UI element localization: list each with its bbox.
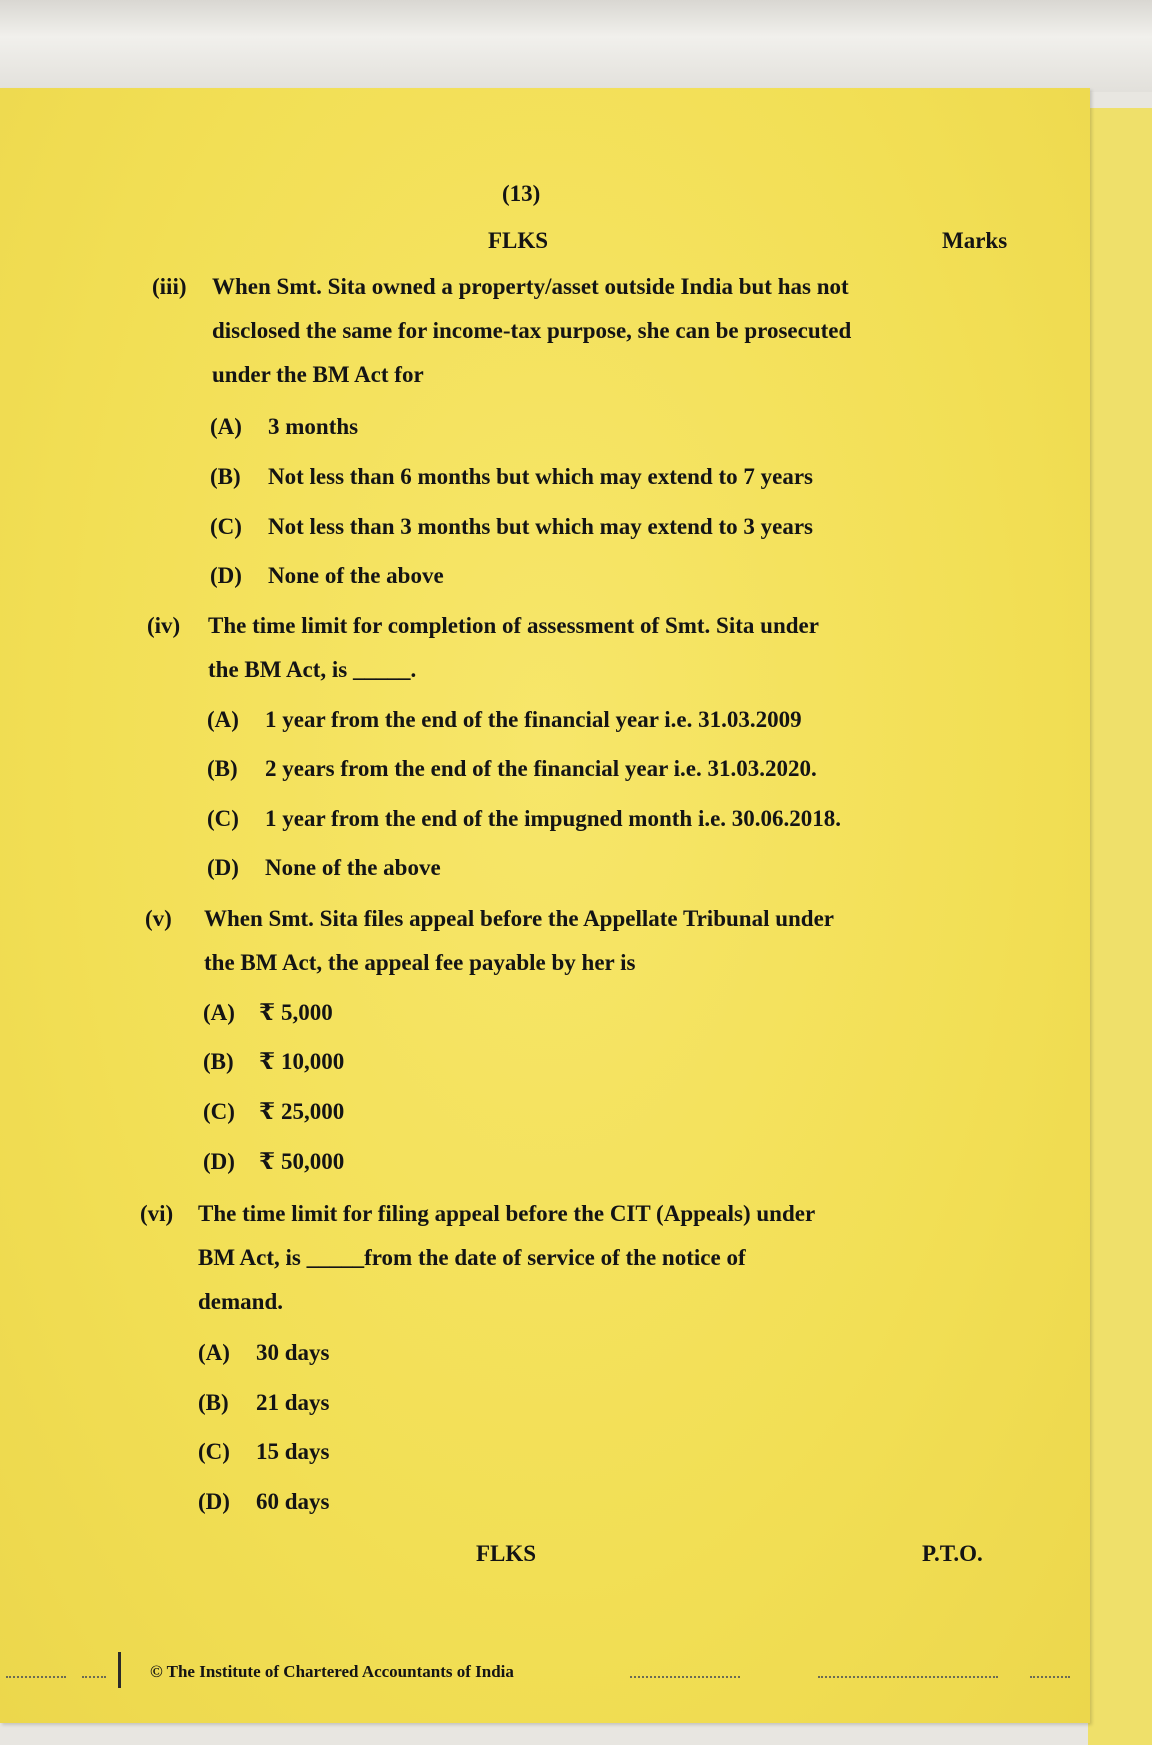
option-item — [198, 1389, 330, 1416]
question-text — [212, 265, 927, 397]
question-line: the BM Act, the appeal fee payable by her is — [204, 950, 636, 975]
option-text: 15 days — [256, 1439, 330, 1464]
option-text: 1 year from the end of the impugned month i.e. 30.06.2018. — [265, 806, 842, 831]
option-text: Not less than 3 months but which may extend to 3 years — [268, 514, 813, 539]
option-item — [203, 1148, 344, 1175]
question-line: demand. — [198, 1289, 283, 1314]
question-line: disclosed the same for income-tax purpose, she can be prosecuted — [212, 318, 852, 343]
option-item — [207, 755, 817, 782]
option-text: 50,000 — [281, 1149, 345, 1174]
question-text — [208, 604, 926, 692]
scan-top-margin — [0, 0, 1152, 92]
option-text: 1 year from the end of the financial year i.e. 31.03.2009 — [265, 707, 802, 732]
rupee-icon: ₹ — [259, 1000, 276, 1025]
option-text: None of the above — [265, 855, 441, 880]
option-text: 60 days — [256, 1489, 330, 1514]
option-letter: (D) — [203, 1149, 235, 1174]
question-text — [204, 897, 924, 985]
question-line: BM Act, is _____from the date of service of the notice of — [198, 1245, 746, 1270]
option-item — [207, 854, 441, 881]
option-item — [210, 413, 358, 440]
rupee-icon: ₹ — [259, 1149, 276, 1174]
question-line: When Smt. Sita owned a property/asset outside India but has not — [212, 274, 849, 299]
option-letter: (B) — [203, 1049, 234, 1074]
option-letter: (D) — [198, 1489, 230, 1514]
scan-mark — [118, 1652, 121, 1688]
option-letter: (A) — [207, 707, 239, 732]
pto-label: P.T.O. — [922, 1541, 983, 1566]
question-line: When Smt. Sita files appeal before the Appellate Tribunal under — [204, 906, 834, 931]
option-item — [207, 706, 802, 733]
dotted-divider — [1030, 1676, 1070, 1678]
option-letter: (D) — [210, 563, 242, 588]
option-text: 3 months — [268, 414, 359, 439]
option-item — [210, 562, 444, 589]
option-letter: (C) — [203, 1099, 235, 1124]
option-letter: (A) — [203, 1000, 235, 1025]
question-line: The time limit for filing appeal before the CIT (Appeals) under — [198, 1201, 816, 1226]
question-text — [198, 1192, 922, 1324]
option-item — [198, 1488, 330, 1515]
option-letter: (D) — [207, 855, 239, 880]
option-text: 5,000 — [281, 1000, 333, 1025]
option-item — [203, 999, 333, 1026]
option-letter: (C) — [207, 806, 239, 831]
dotted-divider — [818, 1676, 998, 1678]
dotted-divider — [630, 1676, 740, 1678]
question-number: (iii) — [152, 274, 187, 299]
rupee-icon: ₹ — [259, 1049, 276, 1074]
option-item — [203, 1048, 344, 1075]
option-item — [198, 1339, 330, 1366]
option-item — [207, 805, 841, 832]
dotted-divider — [82, 1676, 106, 1678]
option-letter: (A) — [210, 414, 242, 439]
option-text: 25,000 — [281, 1099, 345, 1124]
option-letter: (C) — [198, 1439, 230, 1464]
option-letter: (B) — [198, 1390, 229, 1415]
option-item — [198, 1438, 330, 1465]
option-letter: (B) — [207, 756, 238, 781]
option-text: None of the above — [268, 563, 444, 588]
option-letter: (B) — [210, 464, 241, 489]
option-text: 10,000 — [281, 1049, 345, 1074]
option-text: 21 days — [256, 1390, 330, 1415]
option-text: Not less than 6 months but which may extend to 7 years — [268, 464, 813, 489]
question-number: (vi) — [140, 1201, 174, 1226]
copyright-notice: © The Institute of Chartered Accountants of India — [150, 1662, 514, 1681]
paper-edge — [1088, 108, 1152, 1745]
question-number: (v) — [145, 906, 172, 931]
rupee-icon: ₹ — [259, 1099, 276, 1124]
marks-label: Marks — [942, 228, 1008, 253]
option-item — [210, 463, 813, 490]
option-text: 2 years from the end of the financial year i.e. 31.03.2020. — [265, 756, 817, 781]
question-line: under the BM Act for — [212, 362, 424, 387]
option-item — [210, 513, 813, 540]
page-number: (13) — [502, 181, 541, 206]
question-line: The time limit for completion of assessment of Smt. Sita under — [208, 613, 819, 638]
paper-code-header: FLKS — [488, 228, 549, 253]
question-line: the BM Act, is _____. — [208, 657, 417, 682]
option-letter: (C) — [210, 514, 242, 539]
option-letter: (A) — [198, 1340, 230, 1365]
paper-code-footer: FLKS — [476, 1541, 537, 1566]
option-item — [203, 1098, 344, 1125]
dotted-divider — [6, 1676, 66, 1678]
option-text: 30 days — [256, 1340, 330, 1365]
question-number: (iv) — [147, 613, 181, 638]
